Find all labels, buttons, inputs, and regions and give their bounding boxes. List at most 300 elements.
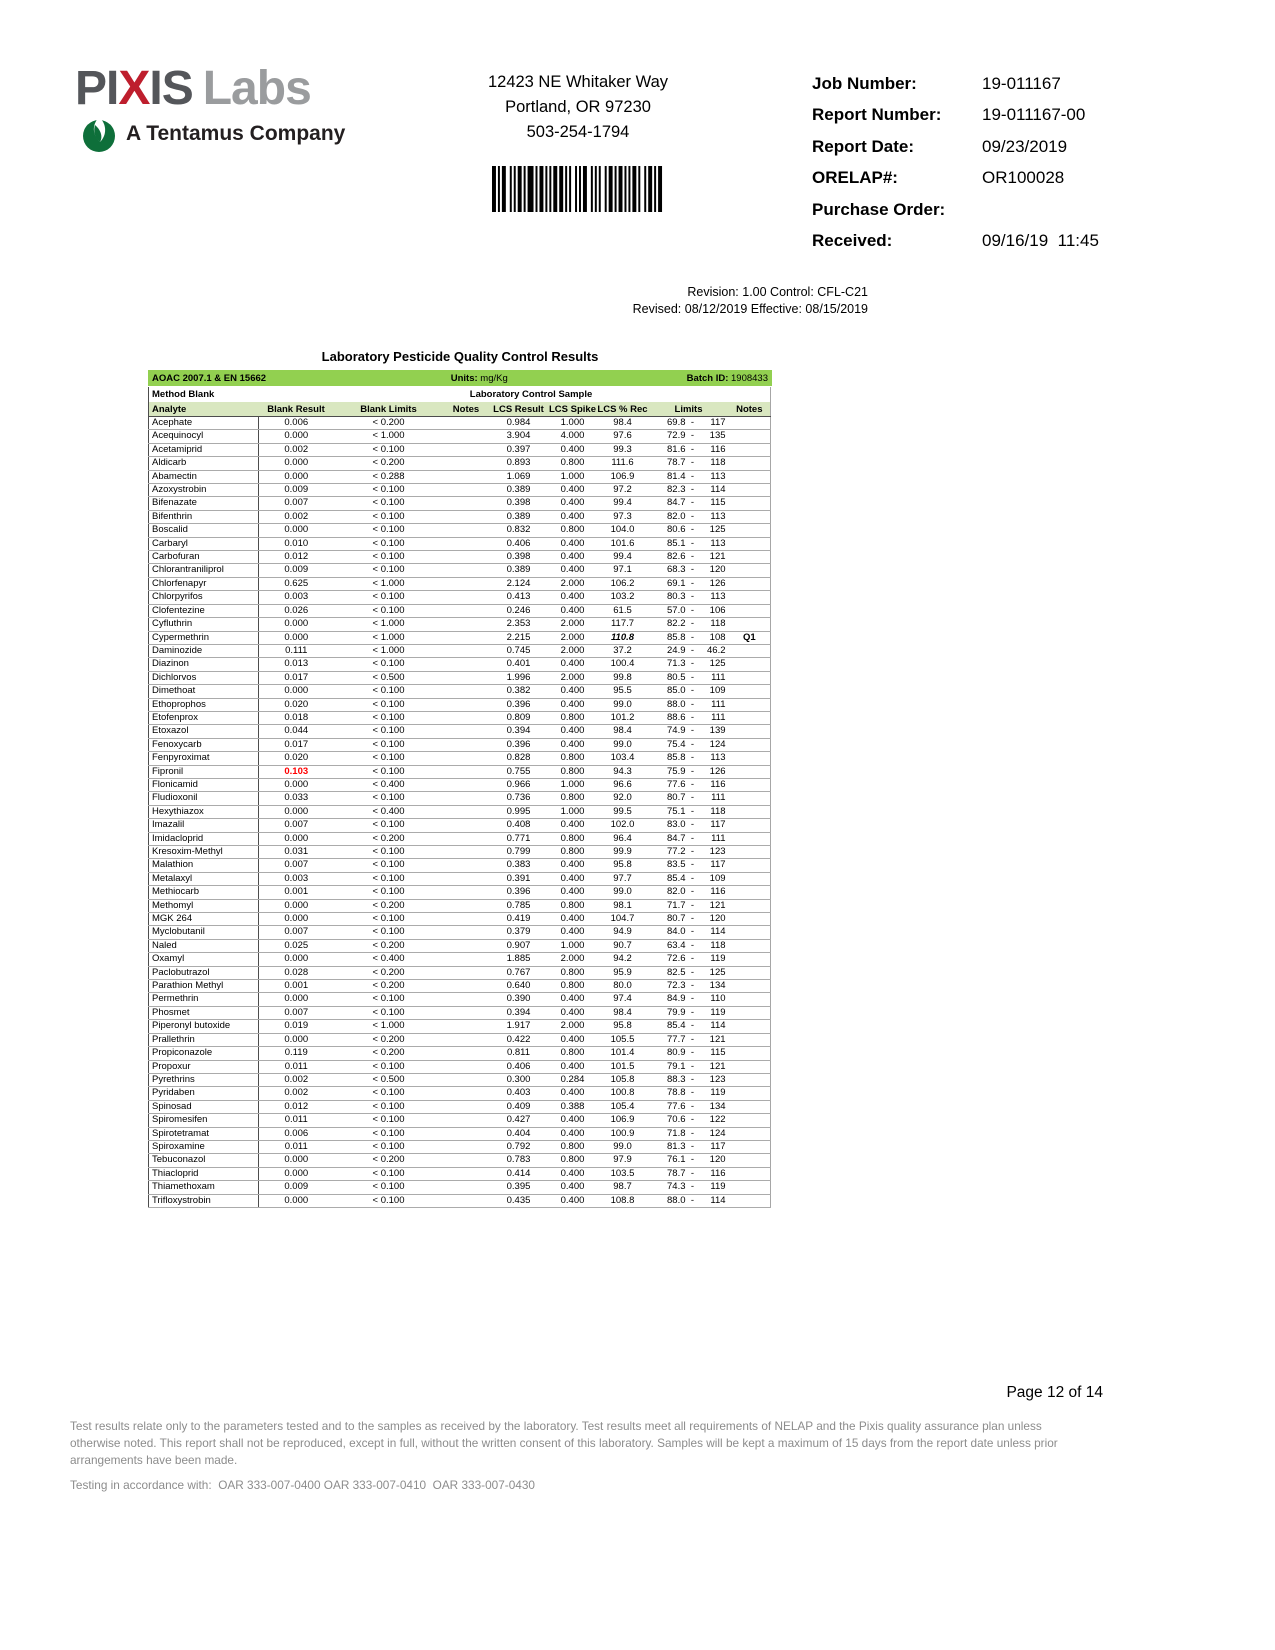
lcs-rec-cell: 95.8 <box>597 859 649 872</box>
lcs-spike-cell: 0.400 <box>549 484 597 497</box>
blank-result-cell: 0.000 <box>259 685 334 698</box>
blank-result-cell: 0.002 <box>259 1087 334 1100</box>
lcs-result-cell: 1.069 <box>489 470 549 483</box>
blank-limits-cell: < 0.100 <box>334 1140 444 1153</box>
lcs-spike-cell: 0.400 <box>549 564 597 577</box>
limits-cell: 80.6 - 125 <box>649 524 729 537</box>
lcs-rec-cell: 98.4 <box>597 1006 649 1019</box>
blank-result-cell: 0.017 <box>259 671 334 684</box>
notes-cell <box>444 577 489 590</box>
blank-limits-cell: < 0.500 <box>334 671 444 684</box>
lcs-rec-cell: 99.8 <box>597 671 649 684</box>
table-row <box>149 537 771 550</box>
analyte-cell: Propiconazole <box>149 1047 259 1060</box>
blank-result-cell: 0.000 <box>259 832 334 845</box>
lcs-rec-cell: 100.9 <box>597 1127 649 1140</box>
job-info-value: 19-011167 <box>982 73 1061 93</box>
notes2-cell <box>729 604 771 617</box>
notes-cell <box>444 1167 489 1180</box>
lcs-spike-cell: 0.400 <box>549 1006 597 1019</box>
analyte-cell: Azoxystrobin <box>149 484 259 497</box>
analyte-cell: Methiocarb <box>149 886 259 899</box>
analyte-cell: Propoxur <box>149 1060 259 1073</box>
lcs-rec-cell: 100.8 <box>597 1087 649 1100</box>
col-lcs-result: LCS Result <box>489 402 549 417</box>
blank-result-cell: 0.007 <box>259 819 334 832</box>
lcs-result-cell: 0.640 <box>489 980 549 993</box>
blank-limits-cell: < 0.100 <box>334 846 444 859</box>
blank-limits-cell: < 0.100 <box>334 819 444 832</box>
table-row <box>149 899 771 912</box>
notes2-cell <box>729 859 771 872</box>
notes-cell <box>444 1114 489 1127</box>
notes2-cell <box>729 564 771 577</box>
lcs-result-cell: 0.389 <box>489 564 549 577</box>
notes2-cell <box>729 1167 771 1180</box>
limits-cell: 82.3 - 114 <box>649 484 729 497</box>
lcs-result-cell: 0.799 <box>489 846 549 859</box>
job-info-value: 19-011167-00 <box>982 105 1086 125</box>
blank-limits-cell: < 0.100 <box>334 564 444 577</box>
analyte-cell: Diazinon <box>149 658 259 671</box>
lcs-rec-cell: 99.0 <box>597 738 649 751</box>
table-row <box>149 1033 771 1046</box>
blank-limits-cell: < 0.100 <box>334 698 444 711</box>
notes2-cell <box>729 725 771 738</box>
lcs-spike-cell: 1.000 <box>549 939 597 952</box>
lcs-result-cell: 0.419 <box>489 913 549 926</box>
notes-cell <box>444 417 489 430</box>
blank-result-cell: 0.003 <box>259 591 334 604</box>
notes-cell <box>444 980 489 993</box>
analyte-cell: Fenoxycarb <box>149 738 259 751</box>
blank-limits-cell: < 0.288 <box>334 470 444 483</box>
limits-cell: 24.9 - 46.2 <box>649 644 729 657</box>
barcode-bars <box>492 166 666 212</box>
lcs-rec-cell: 80.0 <box>597 980 649 993</box>
job-info-label: Report Number: <box>812 105 942 125</box>
limits-cell: 85.8 - 108 <box>649 631 729 644</box>
notes-cell <box>444 1181 489 1194</box>
lcs-rec-cell: 102.0 <box>597 819 649 832</box>
notes-cell <box>444 618 489 631</box>
lcs-result-cell: 3.904 <box>489 430 549 443</box>
limits-cell: 82.0 - 113 <box>649 510 729 523</box>
limits-cell: 77.6 - 134 <box>649 1100 729 1113</box>
notes2-cell <box>729 685 771 698</box>
analyte-cell: Thiacloprid <box>149 1167 259 1180</box>
lcs-result-cell: 0.398 <box>489 497 549 510</box>
analyte-cell: Aldicarb <box>149 457 259 470</box>
logo-tagline: A Tentamus Company <box>126 122 346 145</box>
limits-cell: 72.9 - 135 <box>649 430 729 443</box>
table-row <box>149 1181 771 1194</box>
notes-cell <box>444 846 489 859</box>
table-row <box>149 618 771 631</box>
lcs-rec-cell: 108.8 <box>597 1194 649 1207</box>
notes2-cell <box>729 1033 771 1046</box>
lcs-spike-cell: 0.800 <box>549 1047 597 1060</box>
notes-cell <box>444 805 489 818</box>
analyte-cell: Chlorantraniliprol <box>149 564 259 577</box>
lcs-rec-cell: 99.3 <box>597 443 649 456</box>
blank-limits-cell: < 0.100 <box>334 1100 444 1113</box>
lcs-rec-cell: 98.4 <box>597 417 649 430</box>
blank-limits-cell: < 0.100 <box>334 685 444 698</box>
table-row <box>149 966 771 979</box>
limits-cell: 81.3 - 117 <box>649 1140 729 1153</box>
lcs-spike-cell: 0.400 <box>549 1114 597 1127</box>
lcs-rec-cell: 101.5 <box>597 1060 649 1073</box>
blank-result-cell: 0.000 <box>259 913 334 926</box>
analyte-cell: Spinosad <box>149 1100 259 1113</box>
lcs-rec-cell: 99.5 <box>597 805 649 818</box>
lcs-rec-cell: 105.5 <box>597 1033 649 1046</box>
blank-result-cell: 0.007 <box>259 497 334 510</box>
group-header-row <box>149 387 771 402</box>
lcs-spike-cell: 0.400 <box>549 497 597 510</box>
blank-limits-cell: < 0.100 <box>334 738 444 751</box>
notes2-cell <box>729 443 771 456</box>
lcs-rec-cell: 110.8 <box>597 631 649 644</box>
analyte-cell: Myclobutanil <box>149 926 259 939</box>
blank-limits-cell: < 0.200 <box>334 1033 444 1046</box>
analyte-cell: Thiamethoxam <box>149 1181 259 1194</box>
notes-cell <box>444 470 489 483</box>
analyte-cell: MGK 264 <box>149 913 259 926</box>
notes2-cell <box>729 832 771 845</box>
analyte-cell: Acephate <box>149 417 259 430</box>
lcs-rec-cell: 96.4 <box>597 832 649 845</box>
analyte-cell: Spiroxamine <box>149 1140 259 1153</box>
lcs-rec-cell: 61.5 <box>597 604 649 617</box>
notes-cell <box>444 725 489 738</box>
notes-cell <box>444 510 489 523</box>
lcs-spike-cell: 0.800 <box>549 765 597 778</box>
analyte-cell: Kresoxim-Methyl <box>149 846 259 859</box>
lcs-rec-cell: 99.0 <box>597 1140 649 1153</box>
col-analyte: Analyte <box>149 402 259 417</box>
notes2-cell <box>729 819 771 832</box>
limits-cell: 80.3 - 113 <box>649 591 729 604</box>
notes-cell <box>444 953 489 966</box>
limits-cell: 80.5 - 111 <box>649 671 729 684</box>
lcs-result-cell: 0.832 <box>489 524 549 537</box>
analyte-cell: Spiromesifen <box>149 1114 259 1127</box>
analyte-cell: Malathion <box>149 859 259 872</box>
blank-result-cell: 0.006 <box>259 1127 334 1140</box>
col-lcs-rec: LCS % Rec <box>597 403 648 415</box>
limits-cell: 72.3 - 134 <box>649 980 729 993</box>
blank-result-cell: 0.011 <box>259 1140 334 1153</box>
lcs-spike-cell: 0.800 <box>549 752 597 765</box>
blank-limits-cell: < 0.100 <box>334 711 444 724</box>
col-blank-limits: Blank Limits <box>334 402 444 417</box>
blank-result-cell: 0.000 <box>259 778 334 791</box>
job-info-label: ORELAP#: <box>812 168 898 188</box>
limits-cell: 84.9 - 110 <box>649 993 729 1006</box>
lcs-result-cell: 0.300 <box>489 1073 549 1086</box>
notes-cell <box>444 564 489 577</box>
notes2-cell <box>729 1087 771 1100</box>
limits-cell: 80.7 - 111 <box>649 792 729 805</box>
analyte-cell: Chlorfenapyr <box>149 577 259 590</box>
blank-result-cell: 0.013 <box>259 658 334 671</box>
notes-cell <box>444 711 489 724</box>
notes2-cell <box>729 470 771 483</box>
table-row <box>149 1194 771 1207</box>
blank-limits-cell: < 0.100 <box>334 886 444 899</box>
lcs-result-cell: 0.984 <box>489 417 549 430</box>
lcs-result-cell: 0.427 <box>489 1114 549 1127</box>
blank-limits-cell: < 0.100 <box>334 484 444 497</box>
lcs-result-cell: 0.396 <box>489 698 549 711</box>
lcs-result-cell: 0.401 <box>489 658 549 671</box>
blank-result-cell: 0.000 <box>259 457 334 470</box>
blank-limits-cell: < 1.000 <box>334 1020 444 1033</box>
logo-pixis-pre: PI <box>75 62 119 115</box>
lcs-result-cell: 0.995 <box>489 805 549 818</box>
lcs-spike-cell: 0.800 <box>549 966 597 979</box>
blank-result-cell: 0.025 <box>259 939 334 952</box>
lcs-rec-cell: 101.2 <box>597 711 649 724</box>
analyte-cell: Acequinocyl <box>149 430 259 443</box>
blank-result-cell: 0.000 <box>259 470 334 483</box>
table-row <box>149 846 771 859</box>
lcs-result-cell: 0.396 <box>489 886 549 899</box>
blank-result-cell: 0.000 <box>259 899 334 912</box>
limits-cell: 77.7 - 121 <box>649 1033 729 1046</box>
analyte-cell: Hexythiazox <box>149 805 259 818</box>
lcs-result-cell: 0.736 <box>489 792 549 805</box>
lcs-spike-cell: 0.400 <box>549 1181 597 1194</box>
lcs-rec-cell: 98.4 <box>597 725 649 738</box>
lcs-result-cell: 0.379 <box>489 926 549 939</box>
analyte-cell: Phosmet <box>149 1006 259 1019</box>
limits-cell: 74.3 - 119 <box>649 1181 729 1194</box>
notes-cell <box>444 484 489 497</box>
blank-limits-cell: < 0.500 <box>334 1073 444 1086</box>
notes2-cell <box>729 939 771 952</box>
lcs-spike-cell: 0.400 <box>549 819 597 832</box>
blank-limits-cell: < 0.100 <box>334 1060 444 1073</box>
lcs-result-cell: 0.397 <box>489 443 549 456</box>
notes-cell <box>444 1154 489 1167</box>
notes-cell <box>444 913 489 926</box>
blank-result-cell: 0.019 <box>259 1020 334 1033</box>
limits-cell: 85.0 - 109 <box>649 685 729 698</box>
batch-label: Batch ID: <box>686 372 729 384</box>
table-row <box>149 738 771 751</box>
analyte-cell: Piperonyl butoxide <box>149 1020 259 1033</box>
notes-cell <box>444 792 489 805</box>
blank-result-cell: 0.007 <box>259 1006 334 1019</box>
table-row <box>149 859 771 872</box>
notes-cell <box>444 443 489 456</box>
blank-limits-cell: < 0.100 <box>334 725 444 738</box>
table-row <box>149 792 771 805</box>
lcs-result-cell: 0.907 <box>489 939 549 952</box>
table-row <box>149 1073 771 1086</box>
table-row <box>149 1127 771 1140</box>
lcs-rec-cell: 97.1 <box>597 564 649 577</box>
limits-cell: 76.1 - 120 <box>649 1154 729 1167</box>
notes2-cell <box>729 1047 771 1060</box>
notes-cell <box>444 1033 489 1046</box>
limits-cell: 69.1 - 126 <box>649 577 729 590</box>
limits-cell: 69.8 - 117 <box>649 417 729 430</box>
job-info-label: Job Number: <box>812 73 917 93</box>
blank-result-cell: 0.011 <box>259 1114 334 1127</box>
lcs-rec-cell: 96.6 <box>597 778 649 791</box>
barcode-image <box>492 166 666 212</box>
blank-result-cell: 0.017 <box>259 738 334 751</box>
notes2-cell <box>729 524 771 537</box>
table-title: Laboratory Pesticide Quality Control Results <box>321 349 599 364</box>
lcs-result-cell: 0.413 <box>489 591 549 604</box>
lcs-rec-cell: 95.8 <box>597 1020 649 1033</box>
notes2-cell <box>729 698 771 711</box>
analyte-cell: Methomyl <box>149 899 259 912</box>
lcs-rec-cell: 90.7 <box>597 939 649 952</box>
lcs-spike-cell: 0.400 <box>549 913 597 926</box>
notes2-cell <box>729 1154 771 1167</box>
lcs-rec-cell: 99.4 <box>597 551 649 564</box>
notes2-cell <box>729 886 771 899</box>
notes2-cell <box>729 711 771 724</box>
lcs-spike-cell: 2.000 <box>549 618 597 631</box>
notes2-cell <box>729 953 771 966</box>
limits-cell: 78.7 - 118 <box>649 457 729 470</box>
notes2-cell <box>729 510 771 523</box>
blank-limits-cell: < 0.100 <box>334 859 444 872</box>
lcs-spike-cell: 2.000 <box>549 644 597 657</box>
table-row <box>149 564 771 577</box>
revision-line-2: Revised: 08/12/2019 Effective: 08/15/2019 <box>632 302 868 316</box>
table-row <box>149 913 771 926</box>
page-number: Page 12 of 14 <box>1006 1384 1103 1401</box>
blank-result-cell: 0.006 <box>259 417 334 430</box>
group-lcs: Laboratory Control Sample <box>469 389 593 400</box>
lcs-rec-cell: 94.9 <box>597 926 649 939</box>
notes-cell <box>444 1060 489 1073</box>
notes-cell <box>444 899 489 912</box>
blank-result-cell: 0.000 <box>259 524 334 537</box>
lcs-spike-cell: 0.400 <box>549 859 597 872</box>
col-lcs-spike: LCS Spike <box>549 403 596 415</box>
blank-limits-cell: < 1.000 <box>334 577 444 590</box>
notes2-cell <box>729 618 771 631</box>
notes-cell <box>444 939 489 952</box>
analyte-cell: Chlorpyrifos <box>149 591 259 604</box>
notes2-cell <box>729 913 771 926</box>
blank-limits-cell: < 0.100 <box>334 792 444 805</box>
blank-limits-cell: < 0.100 <box>334 926 444 939</box>
limits-cell: 83.0 - 117 <box>649 819 729 832</box>
lcs-rec-cell: 97.7 <box>597 872 649 885</box>
table-row <box>149 1087 771 1100</box>
table-row <box>149 1114 771 1127</box>
table-row <box>149 926 771 939</box>
blank-result-cell: 0.031 <box>259 846 334 859</box>
table-row <box>149 457 771 470</box>
notes-cell <box>444 778 489 791</box>
notes2-cell <box>729 577 771 590</box>
notes-cell <box>444 1100 489 1113</box>
notes-cell <box>444 644 489 657</box>
col-notes: Notes <box>444 402 489 417</box>
analyte-cell: Etofenprox <box>149 711 259 724</box>
limits-cell: 71.8 - 124 <box>649 1127 729 1140</box>
lcs-result-cell: 0.395 <box>489 1181 549 1194</box>
lcs-spike-cell: 0.400 <box>549 1033 597 1046</box>
lcs-rec-cell: 98.1 <box>597 899 649 912</box>
notes-cell <box>444 497 489 510</box>
blank-result-cell: 0.000 <box>259 805 334 818</box>
notes-cell <box>444 537 489 550</box>
blank-limits-cell: < 0.100 <box>334 872 444 885</box>
lcs-result-cell: 0.409 <box>489 1100 549 1113</box>
blank-limits-cell: < 0.400 <box>334 953 444 966</box>
notes-cell <box>444 1020 489 1033</box>
table-row <box>149 711 771 724</box>
blank-result-cell: 0.002 <box>259 1073 334 1086</box>
notes-cell <box>444 819 489 832</box>
blank-limits-cell: < 0.100 <box>334 1181 444 1194</box>
job-info-label: Report Date: <box>812 136 915 156</box>
blank-result-cell: 0.044 <box>259 725 334 738</box>
analyte-cell: Pyridaben <box>149 1087 259 1100</box>
lcs-result-cell: 0.396 <box>489 738 549 751</box>
lcs-result-cell: 1.996 <box>489 671 549 684</box>
blank-result-cell: 0.007 <box>259 859 334 872</box>
notes2-cell <box>729 484 771 497</box>
notes-cell <box>444 738 489 751</box>
limits-cell: 88.0 - 114 <box>649 1194 729 1207</box>
analyte-cell: Oxamyl <box>149 953 259 966</box>
analyte-cell: Tebuconazol <box>149 1154 259 1167</box>
blank-result-cell: 0.007 <box>259 926 334 939</box>
notes2-cell <box>729 738 771 751</box>
limits-cell: 79.9 - 119 <box>649 1006 729 1019</box>
limits-cell: 63.4 - 118 <box>649 939 729 952</box>
lcs-result-cell: 0.403 <box>489 1087 549 1100</box>
job-info-label: Purchase Order: <box>812 199 946 219</box>
limits-cell: 88.6 - 111 <box>649 711 729 724</box>
lcs-spike-cell: 0.800 <box>549 524 597 537</box>
table-row <box>149 1154 771 1167</box>
notes-cell <box>444 1047 489 1060</box>
lcs-spike-cell: 0.400 <box>549 1127 597 1140</box>
blank-result-cell: 0.020 <box>259 698 334 711</box>
lcs-result-cell: 0.792 <box>489 1140 549 1153</box>
disclaimer-text: Test results relate only to the parameters tested and to the samples as received by the laboratory. Test results meet all requirements of NELAP and the Pixis quality assurance plan unless otherwise noted. This report shall not be reproduced, except in full, without the written consent of this laboratory. Samples will be kept a maximum of 15 days from the report date unless prior arrangements have been made. <box>70 1419 1058 1467</box>
lcs-spike-cell: 0.400 <box>549 510 597 523</box>
lcs-result-cell: 0.408 <box>489 819 549 832</box>
lcs-result-cell: 0.435 <box>489 1194 549 1207</box>
lcs-spike-cell: 0.400 <box>549 698 597 711</box>
logo-labs: Labs <box>202 62 311 115</box>
limits-cell: 71.3 - 125 <box>649 658 729 671</box>
limits-cell: 57.0 - 106 <box>649 604 729 617</box>
lcs-result-cell: 0.745 <box>489 644 549 657</box>
notes-cell <box>444 886 489 899</box>
table-row <box>149 470 771 483</box>
analyte-cell: Trifloxystrobin <box>149 1194 259 1207</box>
blank-result-cell: 0.119 <box>259 1047 334 1060</box>
lcs-rec-cell: 99.0 <box>597 886 649 899</box>
limits-cell: 85.8 - 113 <box>649 752 729 765</box>
